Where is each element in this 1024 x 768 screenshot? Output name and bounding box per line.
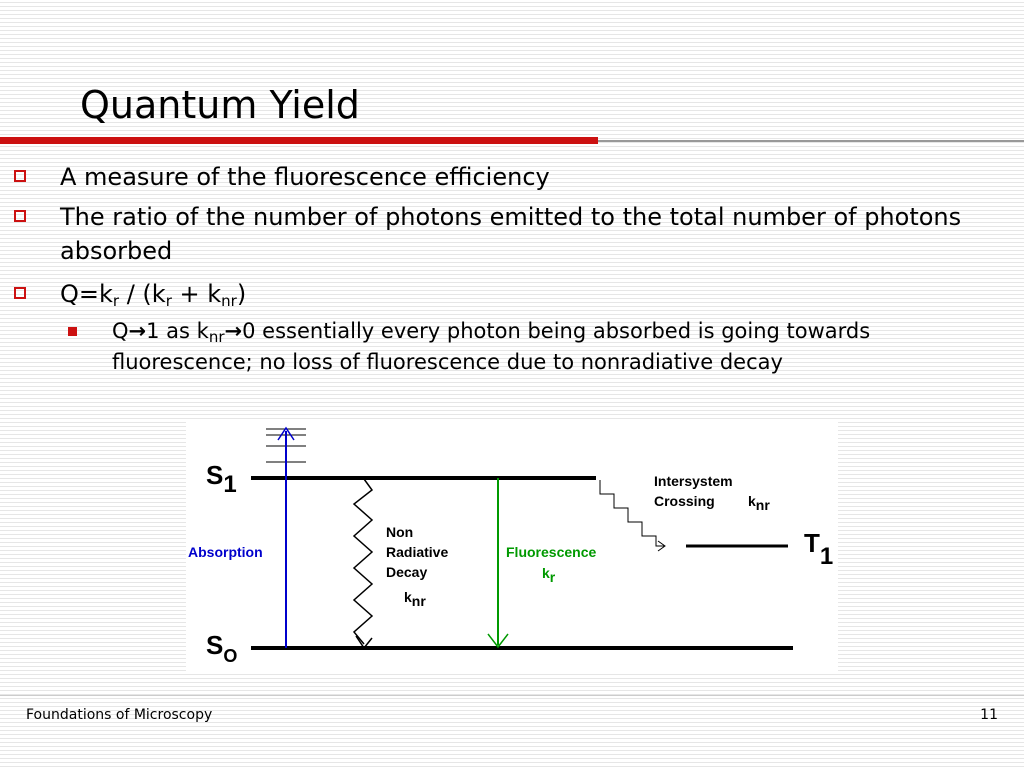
absorption-label: Absorption	[188, 544, 263, 560]
slide-title: Quantum Yield	[80, 83, 360, 127]
isc-label-line1: Intersystem	[654, 473, 733, 489]
s1-label	[206, 460, 237, 498]
nonrad-label-line3: Decay	[386, 564, 428, 580]
t1-label	[804, 528, 833, 570]
slide-number: 11	[980, 707, 998, 723]
isc-subscript: nr	[755, 497, 770, 513]
formula-part: + k	[171, 280, 222, 308]
so-label	[206, 630, 237, 666]
sub-part: Q	[112, 319, 129, 343]
title-rule-gray	[598, 140, 1024, 142]
so-letter: S	[206, 630, 224, 660]
jablonski-diagram	[186, 422, 838, 672]
intersystem-staircase	[600, 480, 664, 546]
bullet-text: A measure of the fluorescence efficiency	[60, 163, 550, 191]
t1-subscript: 1	[819, 543, 834, 570]
kr-k: k	[542, 565, 550, 581]
footer-course-title: Foundations of Microscopy	[26, 707, 213, 723]
filled-square-bullet-icon	[68, 327, 77, 336]
hollow-square-bullet-icon	[14, 210, 26, 222]
t1-letter: T	[804, 528, 820, 558]
hollow-square-bullet-icon	[14, 170, 26, 182]
nonradiative-zigzag	[354, 479, 372, 644]
bullet-measure	[14, 160, 1014, 194]
fluorescence-label: Fluorescence	[506, 544, 597, 560]
knr-label	[404, 589, 426, 609]
formula-sub: r	[165, 292, 172, 310]
sub-subscript: nr	[208, 328, 225, 346]
sub-bullet-explanation	[68, 316, 968, 378]
s1-letter: S	[206, 460, 224, 490]
so-subscript: O	[223, 646, 238, 666]
isc-k: k	[748, 493, 756, 509]
kr-subscript: r	[549, 569, 556, 585]
formula-part: / (k	[119, 280, 166, 308]
formula-text	[14, 277, 1014, 311]
right-arrow-icon: →	[224, 319, 243, 343]
sub-part: 0 essentially every photon being absorbed is going towards fluorescence; no loss of fluorescence due to nonradiative decay	[112, 319, 871, 374]
formula-part: )	[236, 280, 247, 308]
nonrad-label-line1: Non	[386, 524, 414, 540]
sub-part: 1 as k	[146, 319, 209, 343]
formula-sub: nr	[221, 292, 237, 310]
isc-label-line2: Crossing	[654, 493, 715, 509]
bullet-text: The ratio of the number of photons emitted to the total number of photons absorbed	[60, 203, 962, 265]
jablonski-svg	[186, 422, 838, 672]
bullet-formula	[14, 277, 1014, 311]
formula-sub: r	[112, 292, 120, 310]
knr-k: k	[404, 589, 412, 605]
nonrad-label-line2: Radiative	[386, 544, 449, 560]
knr-subscript: nr	[411, 593, 426, 609]
formula-part: Q=k	[60, 280, 113, 308]
s1-subscript: 1	[223, 471, 237, 498]
right-arrow-icon: →	[128, 319, 147, 343]
isc-knr-label	[748, 493, 770, 513]
kr-label	[542, 565, 556, 585]
footer-rule	[0, 695, 1024, 696]
sub-bullet-text	[68, 316, 968, 378]
hollow-square-bullet-icon	[14, 287, 26, 299]
bullet-ratio	[14, 200, 1014, 268]
title-rule-red	[0, 137, 598, 144]
